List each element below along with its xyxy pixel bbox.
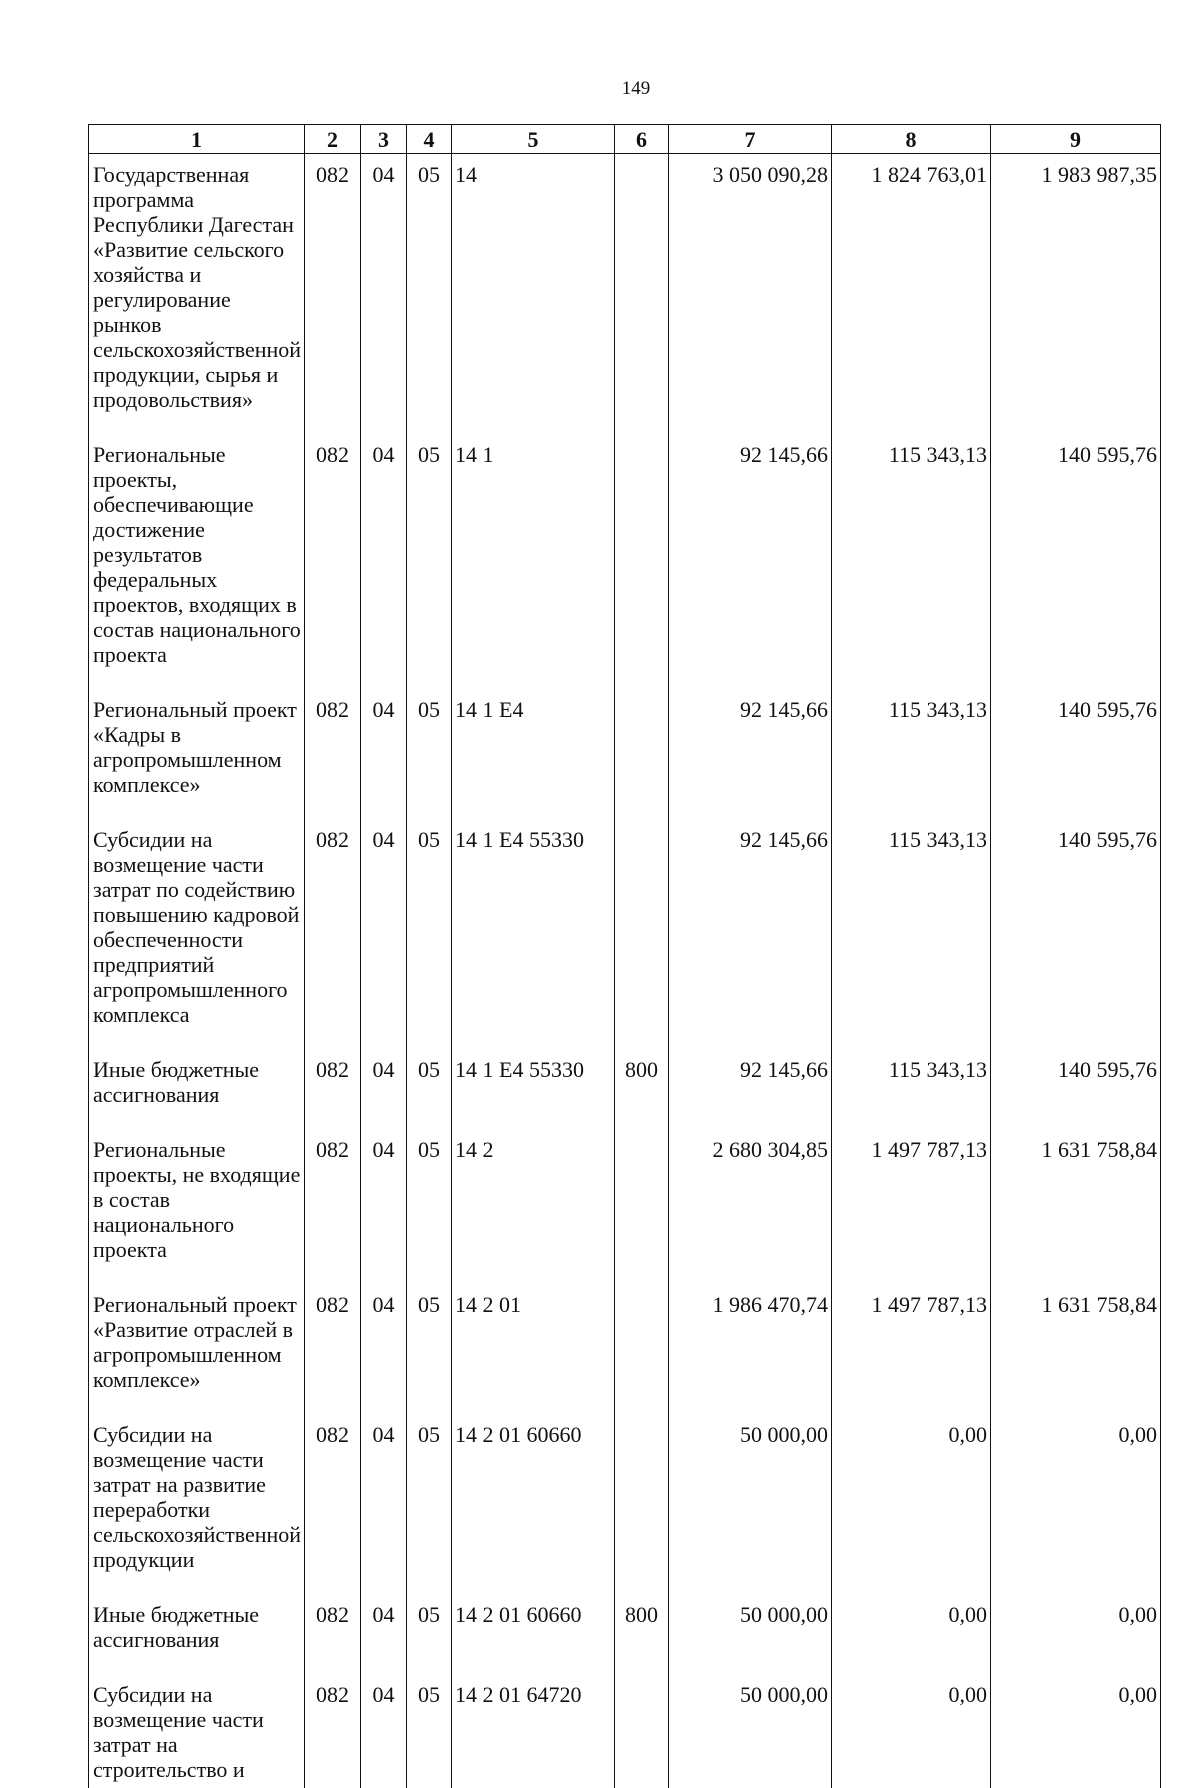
row-name: Региональный проект «Развитие отраслей в агропромышленном комплексе» (89, 1282, 305, 1412)
row-target-article: 14 2 01 (452, 1282, 615, 1412)
row-ministry-code: 082 (305, 1672, 361, 1788)
row-ministry-code: 082 (305, 687, 361, 817)
page-number: 149 (621, 78, 651, 99)
row-amount-col7: 50 000,00 (669, 1672, 832, 1788)
header-cell-8: 8 (832, 125, 991, 154)
header-cell-7: 7 (669, 125, 832, 154)
table-row (89, 687, 1161, 817)
row-amount-col7: 3 050 090,28 (669, 154, 832, 433)
header-cell-1: 1 (89, 125, 305, 154)
row-amount-col8: 115 343,13 (832, 1047, 991, 1127)
table-row (89, 817, 1161, 1047)
row-amount-col8: 1 824 763,01 (832, 154, 991, 433)
row-amount-col9: 0,00 (991, 1412, 1161, 1592)
row-amount-col7: 1 986 470,74 (669, 1282, 832, 1412)
row-section-code: 04 (361, 687, 407, 817)
row-target-article: 14 2 (452, 1127, 615, 1282)
row-name: Государственная программа Республики Дагестан «Развитие сельского хозяйства и регулирование рынков сельскохозяйственной продукции, сырья и продовольствия» (89, 154, 305, 433)
header-cell-9: 9 (991, 125, 1161, 154)
budget-table (88, 124, 1161, 1788)
row-amount-col8: 115 343,13 (832, 432, 991, 687)
row-amount-col8: 0,00 (832, 1412, 991, 1592)
row-amount-col7: 50 000,00 (669, 1412, 832, 1592)
row-amount-col8: 115 343,13 (832, 817, 991, 1047)
row-section-code: 04 (361, 154, 407, 433)
row-subsection-code: 05 (407, 817, 452, 1047)
row-target-article: 14 (452, 154, 615, 433)
header-cell-3: 3 (361, 125, 407, 154)
row-name: Региональные проекты, не входящие в состав национального проекта (89, 1127, 305, 1282)
row-section-code: 04 (361, 1282, 407, 1412)
row-subsection-code: 05 (407, 154, 452, 433)
row-expense-type (615, 1412, 669, 1592)
table-row (89, 1282, 1161, 1412)
row-subsection-code: 05 (407, 432, 452, 687)
header-cell-6: 6 (615, 125, 669, 154)
row-amount-col9: 140 595,76 (991, 817, 1161, 1047)
row-expense-type: 800 (615, 1047, 669, 1127)
row-section-code: 04 (361, 432, 407, 687)
row-target-article: 14 2 01 60660 (452, 1412, 615, 1592)
table-row (89, 432, 1161, 687)
row-expense-type (615, 154, 669, 433)
row-amount-col7: 50 000,00 (669, 1592, 832, 1672)
table-row (89, 1672, 1161, 1788)
row-target-article: 14 2 01 60660 (452, 1592, 615, 1672)
row-amount-col7: 92 145,66 (669, 817, 832, 1047)
row-amount-col8: 1 497 787,13 (832, 1282, 991, 1412)
table-row (89, 1047, 1161, 1127)
row-amount-col9: 1 631 758,84 (991, 1127, 1161, 1282)
row-subsection-code: 05 (407, 1282, 452, 1412)
row-expense-type (615, 817, 669, 1047)
row-expense-type (615, 1127, 669, 1282)
row-name: Субсидии на возмещение части затрат по содействию повышению кадровой обеспеченности предприятий агропромышленного комплекса (89, 817, 305, 1047)
row-subsection-code: 05 (407, 1127, 452, 1282)
row-ministry-code: 082 (305, 1127, 361, 1282)
row-amount-col7: 2 680 304,85 (669, 1127, 832, 1282)
row-amount-col8: 1 497 787,13 (832, 1127, 991, 1282)
row-name: Региональные проекты, обеспечивающие достижение результатов федеральных проектов, входящих в состав национального проекта (89, 432, 305, 687)
row-target-article: 14 2 01 64720 (452, 1672, 615, 1788)
row-target-article: 14 1 E4 55330 (452, 1047, 615, 1127)
row-name: Субсидии на возмещение части затрат на строительство и (89, 1672, 305, 1788)
row-section-code: 04 (361, 817, 407, 1047)
row-amount-col8: 0,00 (832, 1672, 991, 1788)
row-target-article: 14 1 (452, 432, 615, 687)
row-target-article: 14 1 E4 55330 (452, 817, 615, 1047)
row-ministry-code: 082 (305, 1047, 361, 1127)
row-name: Субсидии на возмещение части затрат на развитие переработки сельскохозяйственной продукции (89, 1412, 305, 1592)
row-amount-col9: 0,00 (991, 1672, 1161, 1788)
row-amount-col7: 92 145,66 (669, 432, 832, 687)
row-amount-col7: 92 145,66 (669, 687, 832, 817)
row-ministry-code: 082 (305, 432, 361, 687)
table-row (89, 1127, 1161, 1282)
header-cell-2: 2 (305, 125, 361, 154)
row-target-article: 14 1 E4 (452, 687, 615, 817)
table-row (89, 1592, 1161, 1672)
row-amount-col8: 115 343,13 (832, 687, 991, 817)
row-amount-col9: 0,00 (991, 1592, 1161, 1672)
table-row (89, 154, 1161, 433)
row-section-code: 04 (361, 1592, 407, 1672)
header-cell-4: 4 (407, 125, 452, 154)
row-expense-type (615, 687, 669, 817)
row-subsection-code: 05 (407, 1412, 452, 1592)
row-amount-col7: 92 145,66 (669, 1047, 832, 1127)
row-name: Региональный проект «Кадры в агропромышленном комплексе» (89, 687, 305, 817)
row-ministry-code: 082 (305, 1592, 361, 1672)
table-header-row (89, 125, 1161, 154)
row-amount-col9: 140 595,76 (991, 432, 1161, 687)
row-amount-col8: 0,00 (832, 1592, 991, 1672)
table-row (89, 1412, 1161, 1592)
row-name: Иные бюджетные ассигнования (89, 1047, 305, 1127)
row-section-code: 04 (361, 1672, 407, 1788)
row-section-code: 04 (361, 1127, 407, 1282)
row-subsection-code: 05 (407, 1592, 452, 1672)
row-ministry-code: 082 (305, 1282, 361, 1412)
row-name: Иные бюджетные ассигнования (89, 1592, 305, 1672)
row-expense-type (615, 432, 669, 687)
row-expense-type (615, 1282, 669, 1412)
row-expense-type (615, 1672, 669, 1788)
row-ministry-code: 082 (305, 1412, 361, 1592)
row-amount-col9: 1 631 758,84 (991, 1282, 1161, 1412)
row-ministry-code: 082 (305, 817, 361, 1047)
row-subsection-code: 05 (407, 1047, 452, 1127)
row-subsection-code: 05 (407, 1672, 452, 1788)
row-amount-col9: 1 983 987,35 (991, 154, 1161, 433)
row-expense-type: 800 (615, 1592, 669, 1672)
row-amount-col9: 140 595,76 (991, 687, 1161, 817)
header-cell-5: 5 (452, 125, 615, 154)
row-subsection-code: 05 (407, 687, 452, 817)
row-ministry-code: 082 (305, 154, 361, 433)
row-section-code: 04 (361, 1412, 407, 1592)
row-section-code: 04 (361, 1047, 407, 1127)
row-amount-col9: 140 595,76 (991, 1047, 1161, 1127)
